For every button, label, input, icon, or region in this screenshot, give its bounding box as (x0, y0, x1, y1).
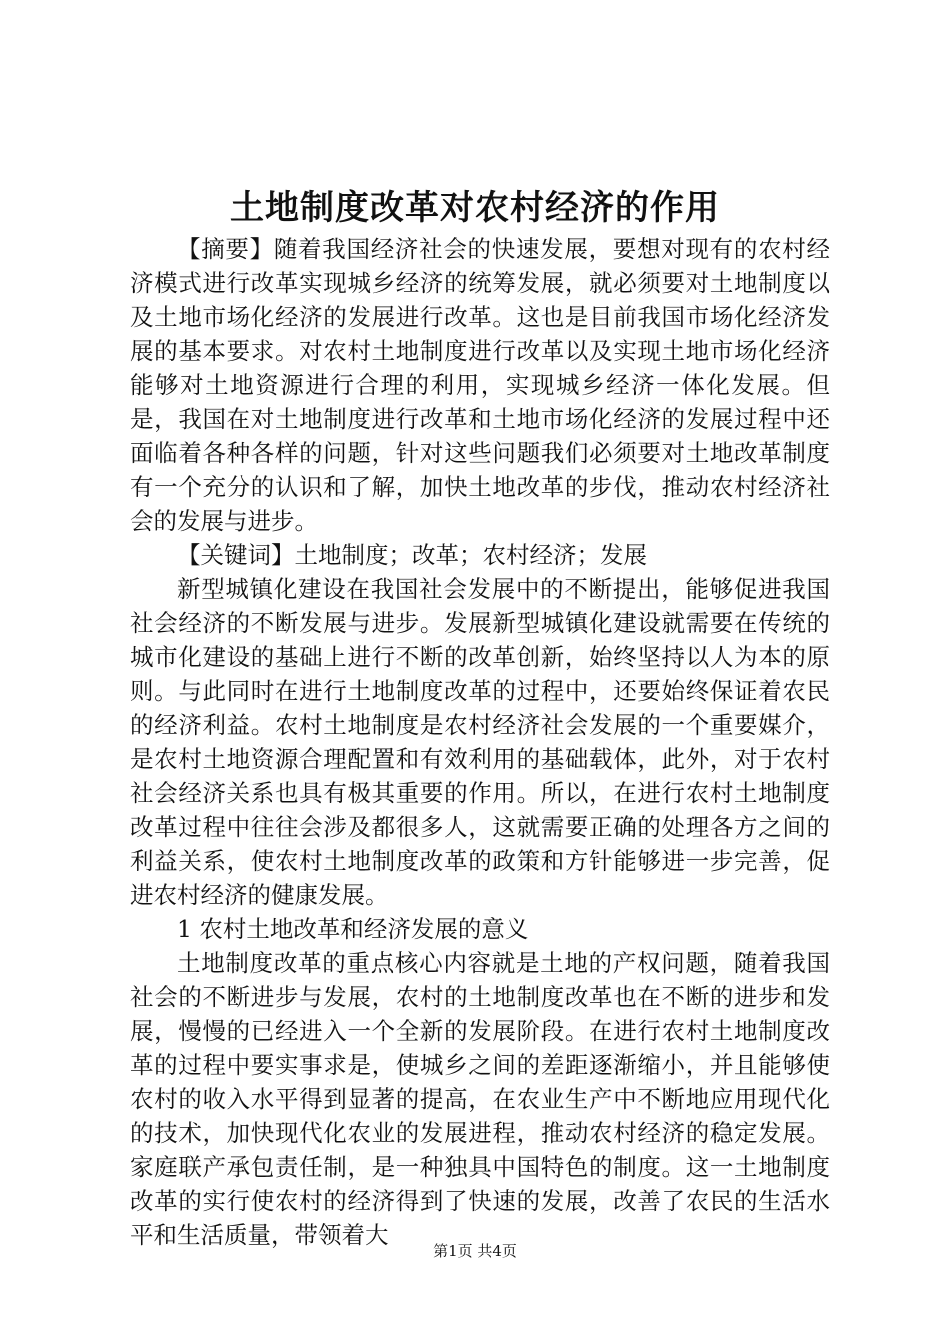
document-body (130, 232, 830, 1252)
document-title: 土地制度改革对农村经济的作用 (230, 188, 720, 228)
intro-paragraph: 新型城镇化建设在我国社会发展中的不断提出，能够促进我国社会经济的不断发展与进步。发展新型城镇化建设就需要在传统的城市化建设的基础上进行不断的改革创新，始终坚持以人为本的原则。与此同时在进行土地制度改革的过程中，还要始终保证着农民的经济利益。农村土地制度是农村经济社会发展的一个重要媒介，是农村土地资源合理配置和有效利用的基础载体，此外，对于农村社会经济关系也具有极其重要的作用。所以，在进行农村土地制度改革过程中往往会涉及都很多人，这就需要正确的处理各方之间的利益关系，使农村土地制度改革的政策和方针能够进一步完善，促进农村经济的健康发展。 (130, 575, 830, 909)
page-footer: 第1页 共4页 (433, 1242, 517, 1260)
section-heading: 1 农村土地改革和经济发展的意义 (177, 915, 529, 943)
abstract-paragraph: 【摘要】随着我国经济社会的快速发展，要想对现有的农村经济模式进行改革实现城乡经济的统筹发展，就必须要对土地制度以及土地市场化经济的发展进行改革。这也是目前我国市场化经济发展的基本要求。对农村土地制度进行改革以及实现土地市场化经济能够对土地资源进行合理的利用，实现城乡经济一体化发展。但是，我国在对土地制度进行改革和土地市场化经济的发展过程中还面临着各种各样的问题，针对这些问题我们必须要对土地改革制度有一个充分的认识和了解，加快土地改革的步伐，推动农村经济社会的发展与进步。 (130, 235, 830, 535)
keywords-paragraph: 【关键词】土地制度；改革；农村经济；发展 (177, 541, 647, 569)
section-paragraph: 土地制度改革的重点核心内容就是土地的产权问题，随着我国社会的不断进步与发展，农村的土地制度改革也在不断的进步和发展，慢慢的已经进入一个全新的发展阶段。在进行农村土地制度改革的过程中要实事求是，使城乡之间的差距逐渐缩小，并且能够使农村的收入水平得到显著的提高，在农业生产中不断地应用现代化的技术，加快现代化农业的发展进程，推动农村经济的稳定发展。家庭联产承包责任制，是一种独具中国特色的制度。这一土地制度改革的实行使农村的经济得到了快速的发展，改善了农民的生活水平和生活质量，带领着大 (130, 949, 830, 1249)
